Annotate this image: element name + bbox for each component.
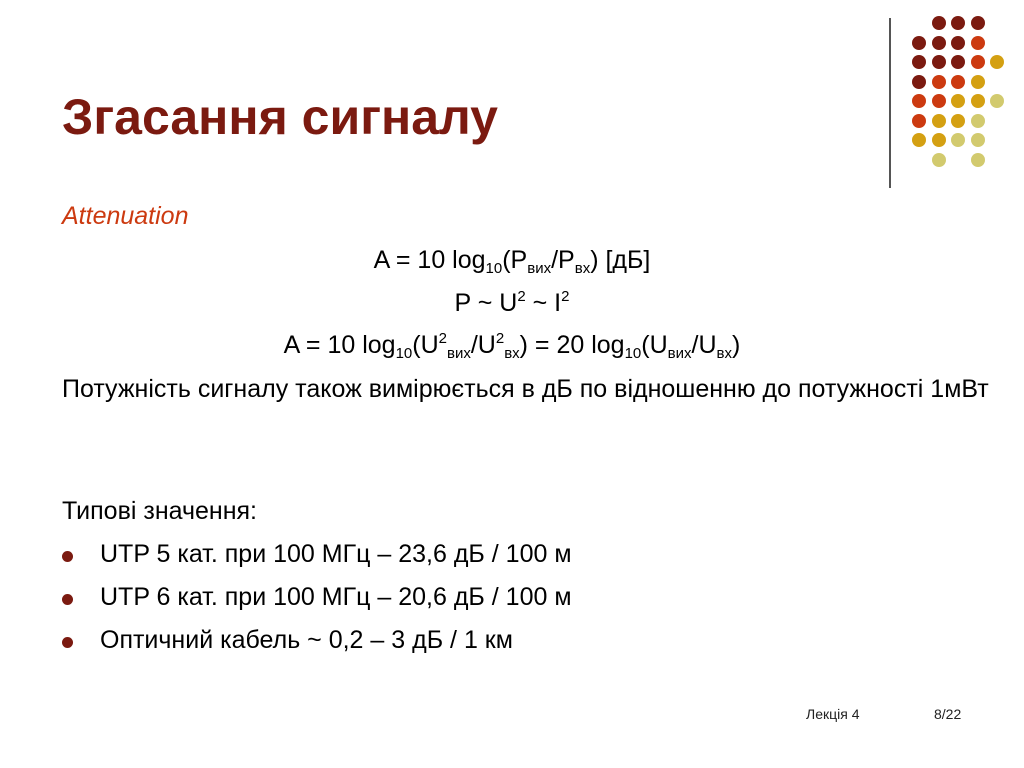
decorative-dot: [951, 16, 965, 30]
decorative-dot: [951, 55, 965, 69]
decorative-dot: [951, 36, 965, 50]
decorative-divider-line: [889, 18, 891, 188]
decorative-dot: [990, 94, 1004, 108]
decorative-dot: [912, 55, 926, 69]
decorative-dot: [971, 36, 985, 50]
decorative-dot: [971, 94, 985, 108]
typical-values-label: Типові значення:: [62, 497, 258, 525]
decorative-dot: [932, 16, 946, 30]
decorative-dot: [912, 94, 926, 108]
formula-proportionality: P ~ $U^2$ ~ $I^2$: [454, 288, 570, 317]
decorative-dot: [932, 75, 946, 89]
decorative-dot: [951, 94, 965, 108]
formula-attenuation-power: A = 10 $\log_{10}(P_{вих}/P_{вх})$ [дБ]: [373, 246, 651, 277]
decorative-dot: [990, 55, 1004, 69]
decorative-dot: [971, 153, 985, 167]
decorative-dot: [912, 75, 926, 89]
decorative-dot: [971, 75, 985, 89]
decorative-dot: [971, 114, 985, 128]
formula-attenuation-voltage: A = 10 $\log_{10}(U^2_{вих}/U^2_{вх}) = 20$ $\log_{10}(U_{вих}/U_{вх})$: [283, 330, 741, 362]
decorative-dot: [932, 153, 946, 167]
bullet-dot-icon: [62, 594, 73, 605]
decorative-dot: [932, 114, 946, 128]
decorative-dot: [932, 94, 946, 108]
footer-page-number: 8/22: [934, 706, 962, 722]
decorative-dot: [971, 133, 985, 147]
bullet-dot-icon: [62, 551, 73, 562]
decorative-dot: [971, 55, 985, 69]
decorative-dot: [932, 36, 946, 50]
subheading-attenuation: Attenuation: [62, 202, 189, 230]
decorative-dot: [951, 133, 965, 147]
decorative-dot: [951, 75, 965, 89]
decorative-dot: [971, 16, 985, 30]
power-note-paragraph: Потужність сигналу також вимірюється в дБ по відношенню до потужності 1мВт: [62, 375, 989, 403]
bullet-dot-icon: [62, 637, 73, 648]
decorative-dot: [932, 55, 946, 69]
decorative-dot: [951, 114, 965, 128]
decorative-dot: [912, 133, 926, 147]
decorative-dot: [912, 36, 926, 50]
footer-lecture-label: Лекція 4: [806, 706, 860, 722]
decorative-dot: [912, 114, 926, 128]
decorative-dot: [932, 133, 946, 147]
slide-title: Згасання сигналу: [62, 89, 498, 145]
